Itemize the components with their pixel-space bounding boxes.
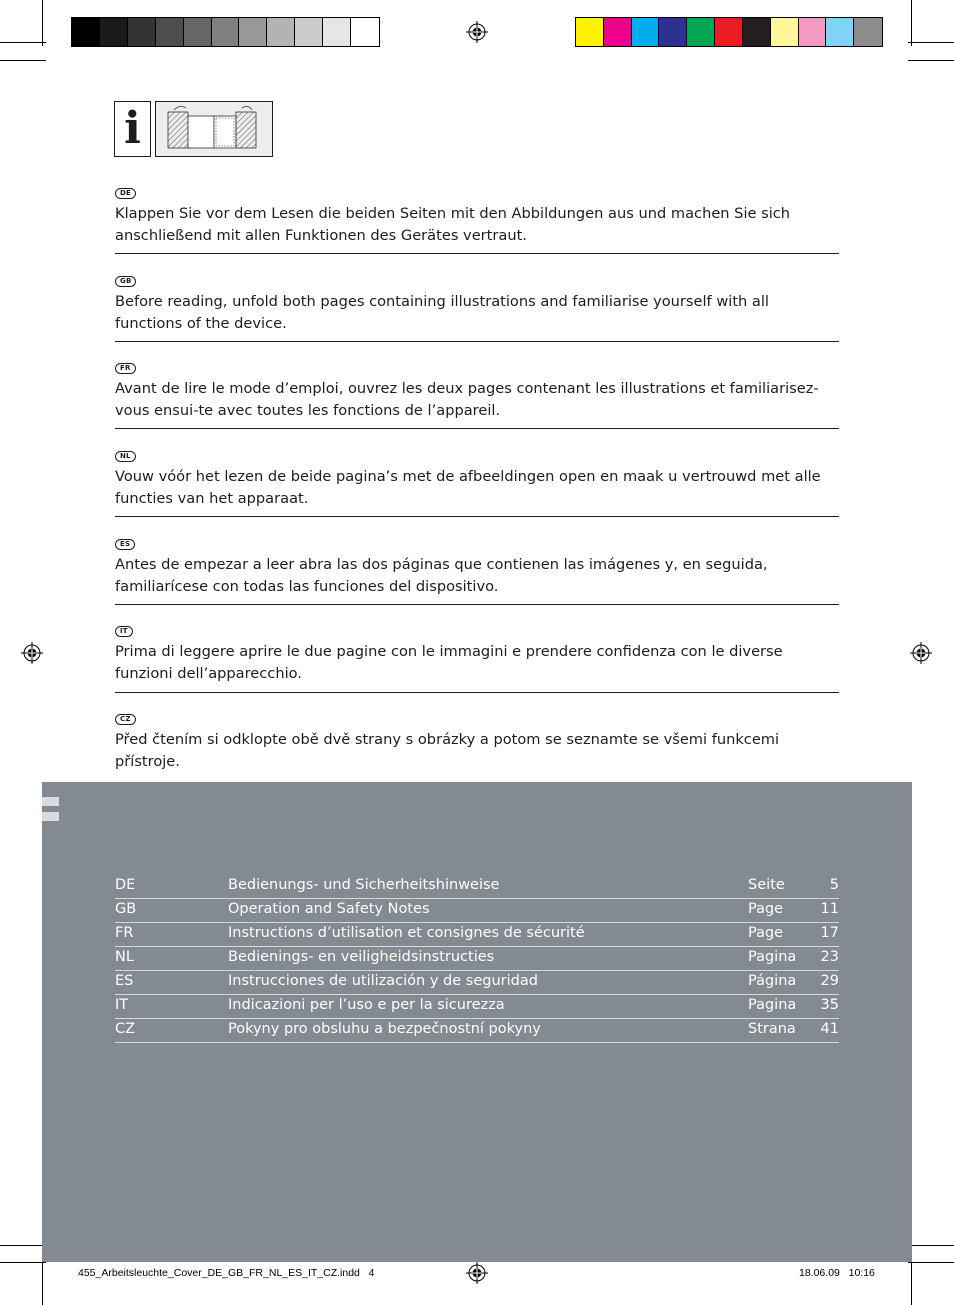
footer-file-name: 455_Arbeitsleuchte_Cover_DE_GB_FR_NL_ES_IT_CZ.indd 4 [78, 1267, 375, 1279]
intro-text: Prima di leggere aprire le due pagine con le immagini e prendere confidenza con le diverse funzioni dell’apparecchio. [115, 643, 783, 682]
color-swatch [184, 18, 212, 46]
color-swatch [604, 18, 632, 46]
toc-page-number: 35 [820, 997, 839, 1013]
toc-row[interactable] [115, 947, 839, 971]
info-icon [114, 101, 151, 157]
color-swatch [826, 18, 854, 46]
divider [115, 341, 839, 342]
color-swatch [295, 18, 323, 46]
process-color-bar [575, 17, 883, 47]
color-swatch [100, 18, 128, 46]
toc-title: Instructions d’utilisation et consignes de sécurité [228, 925, 585, 941]
toc-page-label: Page [748, 925, 784, 941]
toc-page-number: 29 [820, 973, 839, 989]
color-swatch [632, 18, 660, 46]
toc-title: Indicazioni per l’uso e per la sicurezza [228, 997, 505, 1013]
intro-text: Vouw vóór het lezen de beide pagina’s met de afbeeldingen open en maak u vertrouwd met alle functies van het apparaat. [115, 468, 821, 507]
toc-language-code: NL [115, 949, 134, 965]
color-swatch [576, 18, 604, 46]
toc-language-code: GB [115, 901, 137, 917]
language-badge: CZ [115, 714, 136, 725]
toc-language-code: ES [115, 973, 134, 989]
crop-mark [908, 42, 954, 43]
toc-page-number: 5 [829, 877, 839, 893]
crop-mark [0, 42, 46, 43]
crop-mark [42, 1262, 43, 1305]
intro-text: Antes de empezar a leer abra las dos páginas que contienen las imágenes y, en seguida, familiarícese con todas las funciones del dispositivo. [115, 556, 768, 595]
toc-row[interactable] [115, 923, 839, 947]
color-swatch [771, 18, 799, 46]
toc-language-code: DE [115, 877, 136, 893]
toc-language-code: CZ [115, 1021, 136, 1037]
color-swatch [156, 18, 184, 46]
divider [115, 516, 839, 517]
toc-row[interactable] [115, 875, 839, 899]
color-swatch [854, 18, 882, 46]
crop-mark [908, 1245, 954, 1246]
registration-mark-icon [21, 642, 43, 664]
divider [115, 692, 839, 693]
intro-block-de [115, 180, 839, 247]
intro-text: Avant de lire le mode d’emploi, ouvrez les deux pages contenant les illustrations et familiarisez-vous ensui-te avec toutes les fonctions de l’appareil. [115, 380, 819, 419]
color-swatch [715, 18, 743, 46]
color-swatch [128, 18, 156, 46]
language-badge: ES [115, 539, 135, 550]
crop-mark [908, 60, 954, 61]
color-swatch [743, 18, 771, 46]
intro-block-nl [115, 443, 839, 510]
toc-language-code: IT [115, 997, 129, 1013]
language-badge: GB [115, 276, 136, 287]
crop-mark [0, 1245, 46, 1246]
toc-page-number: 41 [820, 1021, 839, 1037]
grayscale-color-bar [71, 17, 380, 47]
intro-block-es [115, 531, 839, 598]
toc-page-label: Página [748, 973, 797, 989]
crop-mark [0, 60, 46, 61]
toc-page-label: Pagina [748, 949, 797, 965]
fold-out-pages-icon [155, 101, 273, 157]
registration-mark-icon [466, 21, 488, 43]
decorative-stripe [42, 812, 59, 821]
toc-row[interactable] [115, 1019, 839, 1043]
color-swatch [267, 18, 295, 46]
toc-page-label: Pagina [748, 997, 797, 1013]
crop-mark [42, 0, 43, 46]
color-swatch [72, 18, 100, 46]
crop-mark [0, 1262, 46, 1263]
toc-row[interactable] [115, 899, 839, 923]
toc-title: Instrucciones de utilización y de seguridad [228, 973, 538, 989]
toc-page-number: 11 [820, 901, 839, 917]
color-swatch [323, 18, 351, 46]
divider [115, 253, 839, 254]
divider [115, 428, 839, 429]
color-swatch [687, 18, 715, 46]
toc-title: Bedienings- en veiligheidsinstructies [228, 949, 495, 965]
toc-title: Pokyny pro obsluhu a bezpečnostní pokyny [228, 1021, 541, 1037]
toc-page-label: Strana [748, 1021, 796, 1037]
color-swatch [351, 18, 379, 46]
language-badge: IT [115, 626, 133, 637]
divider [115, 604, 839, 605]
toc-row[interactable] [115, 995, 839, 1019]
intro-text: Před čtením si odklopte obě dvě strany s obrázky a potom se seznamte se všemi funkcemi přístroje. [115, 731, 780, 770]
crop-mark [908, 1262, 954, 1263]
color-swatch [239, 18, 267, 46]
language-badge: DE [115, 188, 136, 199]
toc-page-number: 17 [820, 925, 839, 941]
intro-block-it [115, 618, 839, 685]
intro-block-fr [115, 355, 839, 422]
color-swatch [659, 18, 687, 46]
decorative-stripe [42, 797, 59, 806]
toc-title: Operation and Safety Notes [228, 901, 430, 917]
toc-row[interactable] [115, 971, 839, 995]
intro-text: Before reading, unfold both pages containing illustrations and familiarise yourself with all functions of the device. [115, 293, 769, 332]
toc-title: Bedienungs- und Sicherheitshinweise [228, 877, 500, 893]
registration-mark-icon [466, 1262, 488, 1284]
intro-block-cz [115, 706, 839, 773]
color-swatch [799, 18, 827, 46]
registration-mark-icon [910, 642, 932, 664]
language-badge: NL [115, 451, 136, 462]
info-icon-letter: i [124, 103, 141, 154]
intro-text: Klappen Sie vor dem Lesen die beiden Seiten mit den Abbildungen aus und machen Sie sich anschließend mit allen Funktionen des Gerätes vertraut. [115, 205, 791, 244]
footer-date-time: 18.06.09 10:16 [799, 1267, 875, 1279]
toc-page-label: Seite [748, 877, 785, 893]
language-badge: FR [115, 363, 136, 374]
toc-language-code: FR [115, 925, 134, 941]
crop-mark [911, 0, 912, 46]
toc-page-number: 23 [820, 949, 839, 965]
color-swatch [212, 18, 240, 46]
crop-mark [911, 1262, 912, 1305]
intro-block-gb [115, 268, 839, 335]
toc-page-label: Page [748, 901, 784, 917]
